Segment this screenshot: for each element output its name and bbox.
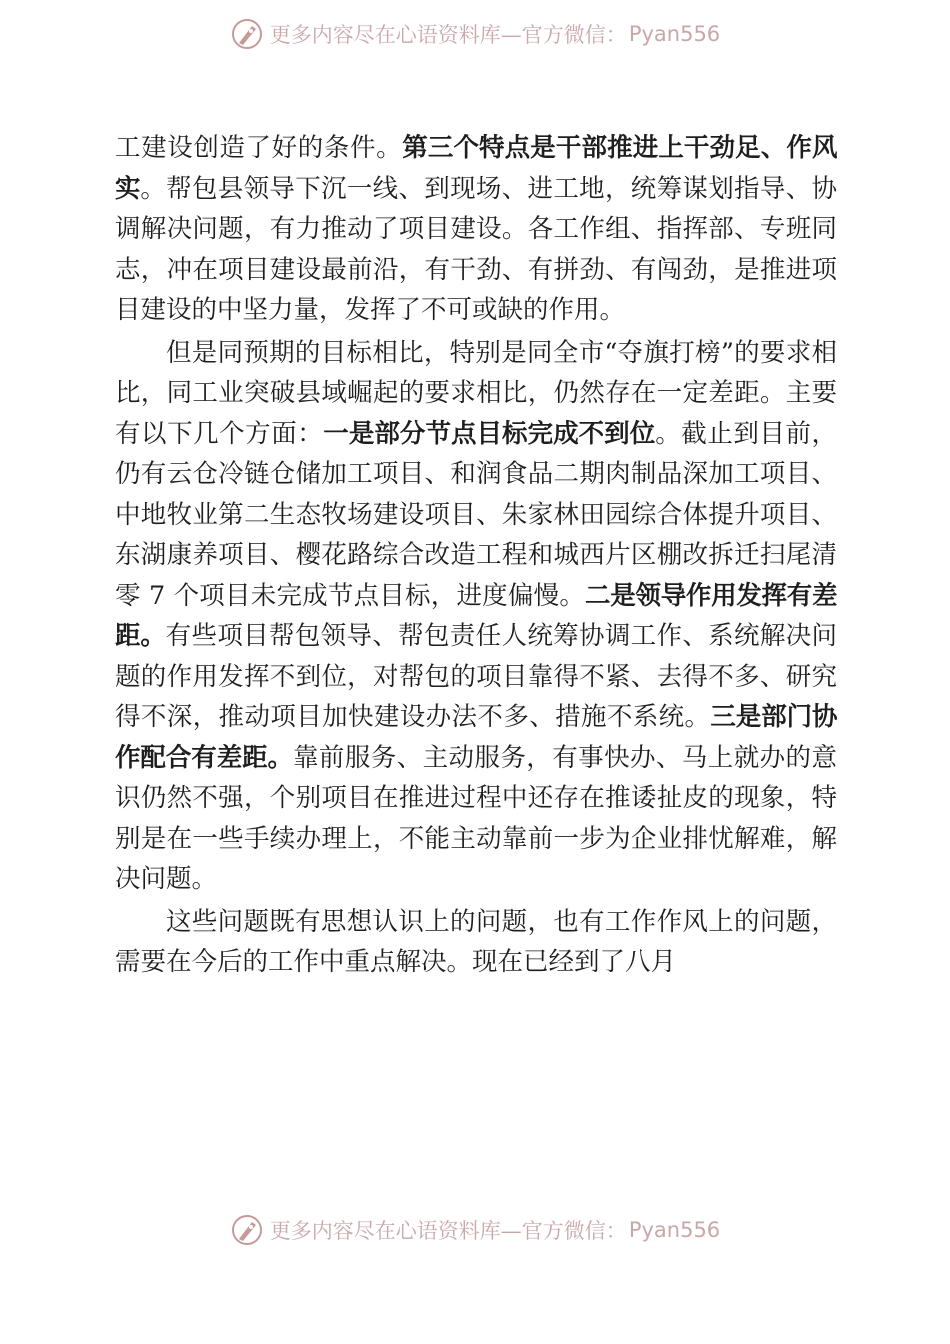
paragraph xyxy=(115,333,837,900)
body-text: 这些问题既有思想认识上的问题，也有工作作风上的问题，需要在今后的工作中重点解决。现在已经到了八月 xyxy=(115,906,837,977)
pen-nib-logo-icon xyxy=(230,1213,264,1247)
paragraph xyxy=(115,128,837,331)
watermark-text: 更多内容尽在心语资料库—官方微信： xyxy=(269,1219,627,1243)
bold-heading-text: 二是领导作用发挥有差距。 xyxy=(115,580,837,651)
header-watermark xyxy=(0,14,950,54)
paragraph xyxy=(115,902,837,983)
watermark-wechat-id: Pyan556 xyxy=(628,22,721,46)
watermark-text: 更多内容尽在心语资料库—官方微信： xyxy=(269,23,627,47)
body-text: 有些项目帮包领导、帮包责任人统筹协调工作、系统解决问题的作用发挥不到位，对帮包的项目靠得不紧、去得不多、研究得不深，推动项目加快建设办法不多、措施不系统。 xyxy=(115,621,837,732)
body-text: 。截止到目前，仍有云仓冷链仓储加工项目、和润食品二期肉制品深加工项目、中地牧业第二生态牧场建设项目、朱家林田园综合体提升项目、东湖康养项目、樱花路综合改造工程和城西片区棚改拆迁扫尾清零 7 个项目未完成节点目标，进度偏慢。 xyxy=(115,418,837,611)
body-text: 工建设创造了好的条件。 xyxy=(115,133,403,163)
bold-heading-text: 第三个特点是干部推进上干劲足、作风实 xyxy=(115,133,837,204)
body-text: 但是同预期的目标相比，特别是同全市“夺旗打榜”的要求相比，同工业突破县域崛起的要求相比，仍然存在一定差距。主要有以下几个方面： xyxy=(115,337,837,449)
body-text: 。帮包县领导下沉一线、到现场、进工地，统筹谋划指导、协调解决问题，有力推动了项目建设。各工作组、指挥部、专班同志，冲在项目建设最前沿，有干劲、有拼劲、有闯劲，是推进项目建设的中坚力量，发挥了不可或缺的作用。 xyxy=(115,173,837,325)
watermark-wechat-id: Pyan556 xyxy=(628,1218,721,1242)
bold-heading-text: 一是部分节点目标完成不到位 xyxy=(323,418,656,449)
document-body xyxy=(115,128,837,983)
pen-nib-logo-icon xyxy=(230,17,264,51)
body-text: 靠前服务、主动服务，有事快办、马上就办的意识仍然不强，个别项目在推进过程中还存在推诿扯皮的现象，特别是在一些手续办理上，不能主动靠前一步为企业排忧解难，解决问题。 xyxy=(115,742,837,894)
bold-heading-text: 三是部门协作配合有差距。 xyxy=(115,702,837,773)
footer-watermark xyxy=(0,1210,950,1250)
